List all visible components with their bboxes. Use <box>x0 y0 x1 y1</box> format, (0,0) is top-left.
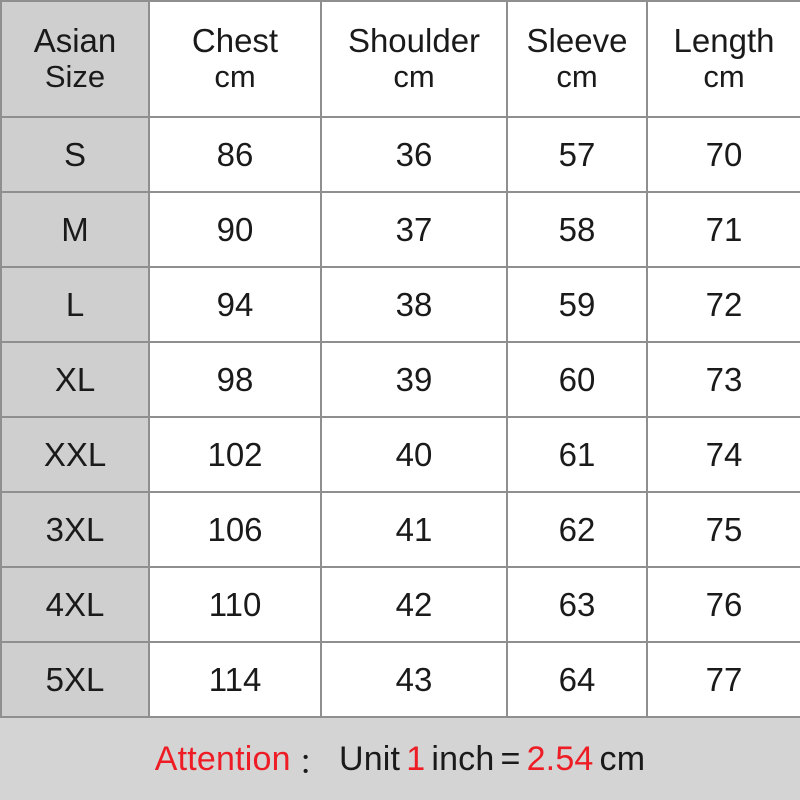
cell-shoulder: 40 <box>321 417 507 492</box>
header-shoulder <box>321 1 507 117</box>
cell-shoulder: 36 <box>321 117 507 192</box>
cell-chest: 94 <box>149 267 321 342</box>
cell-size: XL <box>1 342 149 417</box>
cell-chest: 106 <box>149 492 321 567</box>
cell-size: L <box>1 267 149 342</box>
cell-shoulder: 38 <box>321 267 507 342</box>
cell-length: 72 <box>647 267 800 342</box>
cell-size: XXL <box>1 417 149 492</box>
cell-shoulder: 41 <box>321 492 507 567</box>
cell-sleeve: 58 <box>507 192 647 267</box>
cell-chest: 110 <box>149 567 321 642</box>
cell-size: 4XL <box>1 567 149 642</box>
cell-length: 75 <box>647 492 800 567</box>
cell-size: S <box>1 117 149 192</box>
cell-size: 3XL <box>1 492 149 567</box>
attention-colon: ： <box>297 743 332 782</box>
header-chest-unit: cm <box>214 59 256 95</box>
header-length-unit: cm <box>703 59 745 95</box>
cm-word: cm <box>599 739 646 778</box>
cell-sleeve: 60 <box>507 342 647 417</box>
table-row <box>1 642 800 717</box>
header-sleeve-unit: cm <box>556 59 598 95</box>
table-row <box>1 267 800 342</box>
header-shoulder-unit: cm <box>393 59 435 95</box>
cell-shoulder: 42 <box>321 567 507 642</box>
header-asian-size-line1: Asian <box>33 22 117 60</box>
cell-shoulder: 39 <box>321 342 507 417</box>
cell-sleeve: 59 <box>507 267 647 342</box>
header-chest-label: Chest <box>191 22 279 60</box>
cell-sleeve: 61 <box>507 417 647 492</box>
cell-length: 74 <box>647 417 800 492</box>
header-length-label: Length <box>673 22 775 60</box>
cell-chest: 86 <box>149 117 321 192</box>
cell-length: 73 <box>647 342 800 417</box>
cm-value: 2.54 <box>526 739 594 778</box>
equals-sign: = <box>500 739 521 778</box>
inch-word: inch <box>431 739 495 778</box>
cell-shoulder: 43 <box>321 642 507 717</box>
table-header-row <box>1 1 800 117</box>
cell-shoulder: 37 <box>321 192 507 267</box>
attention-note <box>0 718 800 800</box>
cell-chest: 102 <box>149 417 321 492</box>
header-length <box>647 1 800 117</box>
cell-length: 77 <box>647 642 800 717</box>
cell-length: 76 <box>647 567 800 642</box>
table-row <box>1 492 800 567</box>
table-row <box>1 417 800 492</box>
attention-label: Attention <box>154 739 291 778</box>
header-sleeve <box>507 1 647 117</box>
table-row <box>1 567 800 642</box>
table-row <box>1 192 800 267</box>
cell-length: 70 <box>647 117 800 192</box>
cell-size: M <box>1 192 149 267</box>
cell-sleeve: 63 <box>507 567 647 642</box>
cell-size: 5XL <box>1 642 149 717</box>
cell-chest: 114 <box>149 642 321 717</box>
unit-word: Unit <box>338 739 401 778</box>
header-shoulder-label: Shoulder <box>347 22 481 60</box>
cell-sleeve: 62 <box>507 492 647 567</box>
header-chest <box>149 1 321 117</box>
header-asian-size-line2: Size <box>44 59 106 95</box>
cell-sleeve: 64 <box>507 642 647 717</box>
table-row <box>1 117 800 192</box>
cell-chest: 98 <box>149 342 321 417</box>
inch-number: 1 <box>406 739 426 778</box>
header-asian-size <box>1 1 149 117</box>
table-row <box>1 342 800 417</box>
cell-chest: 90 <box>149 192 321 267</box>
header-sleeve-label: Sleeve <box>526 22 628 60</box>
cell-length: 71 <box>647 192 800 267</box>
cell-sleeve: 57 <box>507 117 647 192</box>
